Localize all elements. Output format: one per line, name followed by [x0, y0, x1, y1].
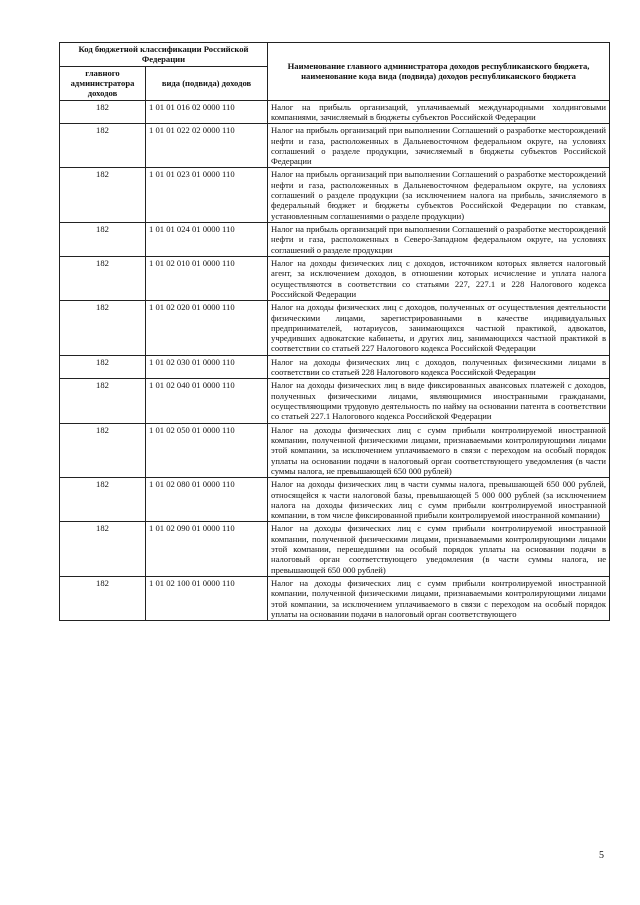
- table-row: [60, 379, 610, 423]
- description-cell: Налог на доходы физических лиц с доходов, полученных физическими лицами в соответствии со статьей 228 Налогового кодекса Российской Федерации: [268, 355, 610, 379]
- description-cell: Налог на прибыль организаций, уплачиваемый международными холдинговыми компаниями, зачисляемый в бюджеты субъектов Российской Федерации: [268, 100, 610, 124]
- page-number: 5: [599, 850, 604, 861]
- table-body: [60, 100, 610, 621]
- admin-code-cell: 182: [60, 256, 146, 300]
- table-row: [60, 423, 610, 478]
- description-cell: Налог на доходы физических лиц с сумм прибыли контролируемой иностранной компании, полученной физическими лицами, признаваемыми контролирующими лицами этой компании, за исключением уплачиваемого в связи с переходом на особый порядок уплаты на основании подачи в налоговый орган соответствующего уведомления (в части суммы налога, не превышающей 650 000 рублей): [268, 423, 610, 478]
- income-code-cell: 1 01 02 040 01 0000 110: [146, 379, 268, 423]
- admin-code-cell: 182: [60, 379, 146, 423]
- admin-code-cell: 182: [60, 423, 146, 478]
- income-code-cell: 1 01 02 050 01 0000 110: [146, 423, 268, 478]
- budget-classification-table: [59, 42, 610, 621]
- income-code-cell: 1 01 01 022 02 0000 110: [146, 124, 268, 168]
- income-code-cell: 1 01 02 100 01 0000 110: [146, 577, 268, 621]
- table-row: [60, 256, 610, 300]
- admin-code-cell: 182: [60, 124, 146, 168]
- income-code-cell: 1 01 02 030 01 0000 110: [146, 355, 268, 379]
- description-cell: Налог на доходы физических лиц с доходов, источником которых является налоговый агент, за исключением доходов, в отношении которых исчисление и уплата налога осуществляются в соответствии со статьями 227, 227.1 и 228 Налогового кодекса Российской Федерации: [268, 256, 610, 300]
- admin-code-cell: 182: [60, 522, 146, 577]
- description-cell: Налог на доходы физических лиц с сумм прибыли контролируемой иностранной компании, полученной физическими лицами, признаваемыми контролирующими лицами этой компании, за исключением уплачиваемого в связи с переходом на особый порядок уплаты на основании подачи в налоговый орган соответствующего: [268, 577, 610, 621]
- income-code-cell: 1 01 02 090 01 0000 110: [146, 522, 268, 577]
- description-cell: Налог на доходы физических лиц в виде фиксированных авансовых платежей с доходов, полученных физическими лицами, являющимися иностранными гражданами, осуществляющими трудовую деятельность по найму на основании патента в соответствии со статьей 227.1 Налогового кодекса Российской Федерации: [268, 379, 610, 423]
- admin-code-cell: 182: [60, 577, 146, 621]
- admin-code-cell: 182: [60, 100, 146, 124]
- table-row: [60, 100, 610, 124]
- description-cell: Налог на доходы физических лиц с сумм прибыли контролируемой иностранной компании, полученной физическими лицами, признаваемыми контролирующими лицами этой компании, перешедшими на особый порядок уплаты на основании подачи в налоговый орган соответствующего уведомления (в части суммы налога, не превышающей 650 000 рублей): [268, 522, 610, 577]
- description-cell: Налог на доходы физических лиц в части суммы налога, превышающей 650 000 рублей, относящейся к части налоговой базы, превышающей 5 000 000 рублей (за исключением налога на доходы физических лиц с сумм прибыли контролируемой иностранной компании, в том числе фиксированной прибыли контролируемой иностранной компании): [268, 478, 610, 522]
- income-code-cell: 1 01 02 010 01 0000 110: [146, 256, 268, 300]
- description-cell: Налог на прибыль организаций при выполнении Соглашений о разработке месторождений нефти и газа, расположенных в Дальневосточном федеральном округе, на условиях соглашений о разделе продукции (за исключением налога на прибыль, зачисляемого в федеральный бюджет и бюджеты субъектов Российской Федерации по ставкам, установленным соглашениями о разделе продукции): [268, 168, 610, 223]
- table-row: [60, 355, 610, 379]
- table-row: [60, 522, 610, 577]
- header-description: Наименование главного администратора доходов республиканского бюджета, наименование кода вида (подвида) доходов республиканского бюджета: [268, 43, 610, 101]
- income-code-cell: 1 01 02 080 01 0000 110: [146, 478, 268, 522]
- table-row: [60, 301, 610, 356]
- admin-code-cell: 182: [60, 168, 146, 223]
- table-row: [60, 577, 610, 621]
- admin-code-cell: 182: [60, 355, 146, 379]
- income-code-cell: 1 01 01 016 02 0000 110: [146, 100, 268, 124]
- admin-code-cell: 182: [60, 478, 146, 522]
- income-code-cell: 1 01 01 024 01 0000 110: [146, 223, 268, 257]
- income-code-cell: 1 01 02 020 01 0000 110: [146, 301, 268, 356]
- admin-code-cell: 182: [60, 301, 146, 356]
- header-code: вида (подвида) доходов: [146, 66, 268, 100]
- income-code-cell: 1 01 01 023 01 0000 110: [146, 168, 268, 223]
- header-group-title: Код бюджетной классификации Российской Федерации: [60, 43, 268, 67]
- table-row: [60, 223, 610, 257]
- table-row: [60, 478, 610, 522]
- admin-code-cell: 182: [60, 223, 146, 257]
- header-admin: главного администратора доходов: [60, 66, 146, 100]
- table-row: [60, 168, 610, 223]
- description-cell: Налог на прибыль организаций при выполнении Соглашений о разработке месторождений нефти и газа, расположенных в Северо-Западном федеральном округе, на условиях соглашений о разделе продукции: [268, 223, 610, 257]
- description-cell: Налог на прибыль организаций при выполнении Соглашений о разработке месторождений нефти и газа, расположенных в Дальневосточном федеральном округе, на условиях соглашений о разделе продукции, зачисляемый в бюджеты субъектов Российской Федерации: [268, 124, 610, 168]
- table-row: [60, 124, 610, 168]
- description-cell: Налог на доходы физических лиц с доходов, полученных от осуществления деятельности физическими лицами, зарегистрированными в качестве индивидуальных предпринимателей, нотариусов, занимающихся частной практикой, адвокатов, учредивших адвокатские кабинеты, и других лиц, занимающихся частной практикой в соответствии со статьей 227 Налогового кодекса Российской Федерации: [268, 301, 610, 356]
